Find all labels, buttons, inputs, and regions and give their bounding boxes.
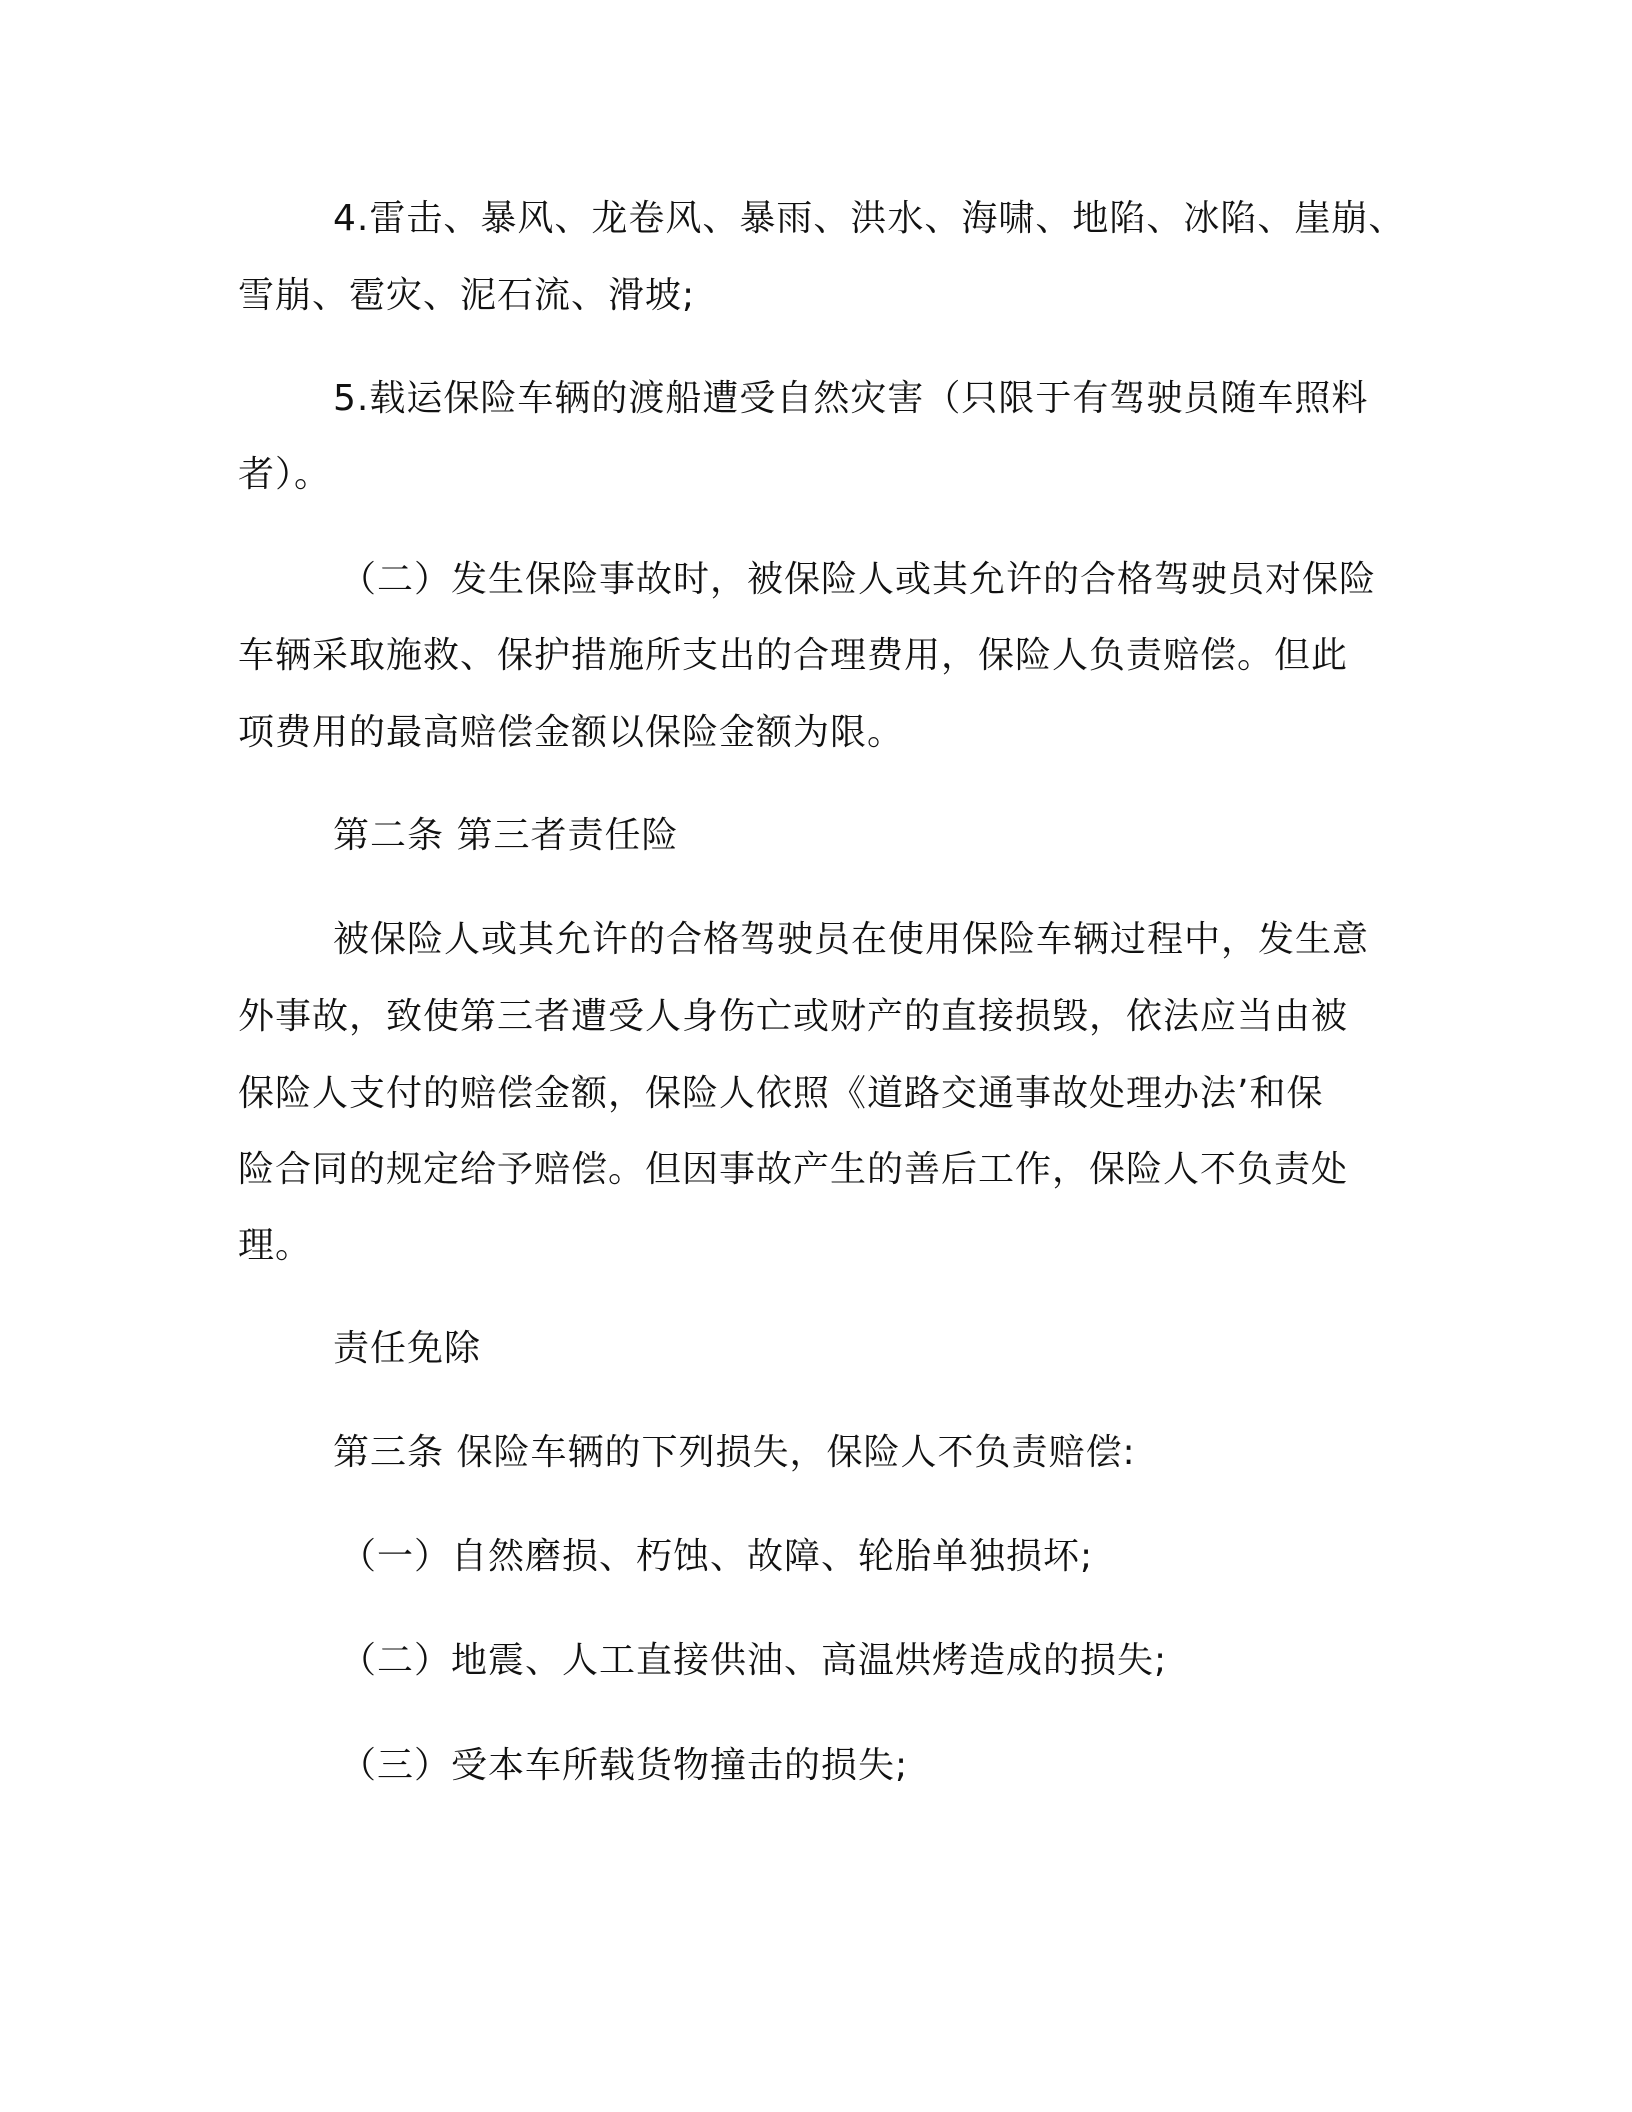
clause-2-line-3: 项费用的最高赔偿金额以保险金额为限。 <box>238 712 905 753</box>
exclusions-heading: 责任免除 <box>333 1328 482 1369</box>
article-2-body-line-3: 保险人支付的赔偿金额，保险人依照《道路交通事故处理办法’和保 <box>238 1073 1324 1114</box>
article-2-body-line-4: 险合同的规定给予赔偿。但因事故产生的善后工作，保险人不负责处 <box>238 1149 1349 1190</box>
item-5-line-1: 5.载运保险车辆的渡船遭受自然灾害（只限于有驾驶员随车照料 <box>333 378 1369 419</box>
article-2-body-line-5: 理。 <box>238 1225 313 1266</box>
item-4-line-2: 雪崩、雹灾、泥石流、滑坡; <box>238 275 696 316</box>
item-4-line-1: 4.雷击、暴风、龙卷风、暴雨、洪水、海啸、地陷、冰陷、崖崩、 <box>333 198 1406 239</box>
article-2-body-line-1: 被保险人或其允许的合格驾驶员在使用保险车辆过程中，发生意 <box>333 919 1370 960</box>
exclusion-2: （二）地震、人工直接供油、高温烘烤造成的损失; <box>340 1640 1168 1681</box>
clause-2-line-2: 车辆采取施救、保护措施所支出的合理费用，保险人负责赔偿。但此 <box>238 635 1349 676</box>
article-2-heading: 第二条 第三者责任险 <box>333 815 679 856</box>
exclusion-1: （一）自然磨损、朽蚀、故障、轮胎单独损坏; <box>340 1536 1094 1577</box>
article-2-body-line-2: 外事故，致使第三者遭受人身伤亡或财产的直接损毁，依法应当由被 <box>238 996 1349 1037</box>
item-5-line-2: 者）。 <box>238 454 332 495</box>
article-3: 第三条 保险车辆的下列损失，保险人不负责赔偿: <box>333 1432 1136 1473</box>
exclusion-3: （三）受本车所载货物撞击的损失; <box>340 1745 909 1786</box>
clause-2-line-1: （二）发生保险事故时，被保险人或其允许的合格驾驶员对保险 <box>340 559 1377 600</box>
